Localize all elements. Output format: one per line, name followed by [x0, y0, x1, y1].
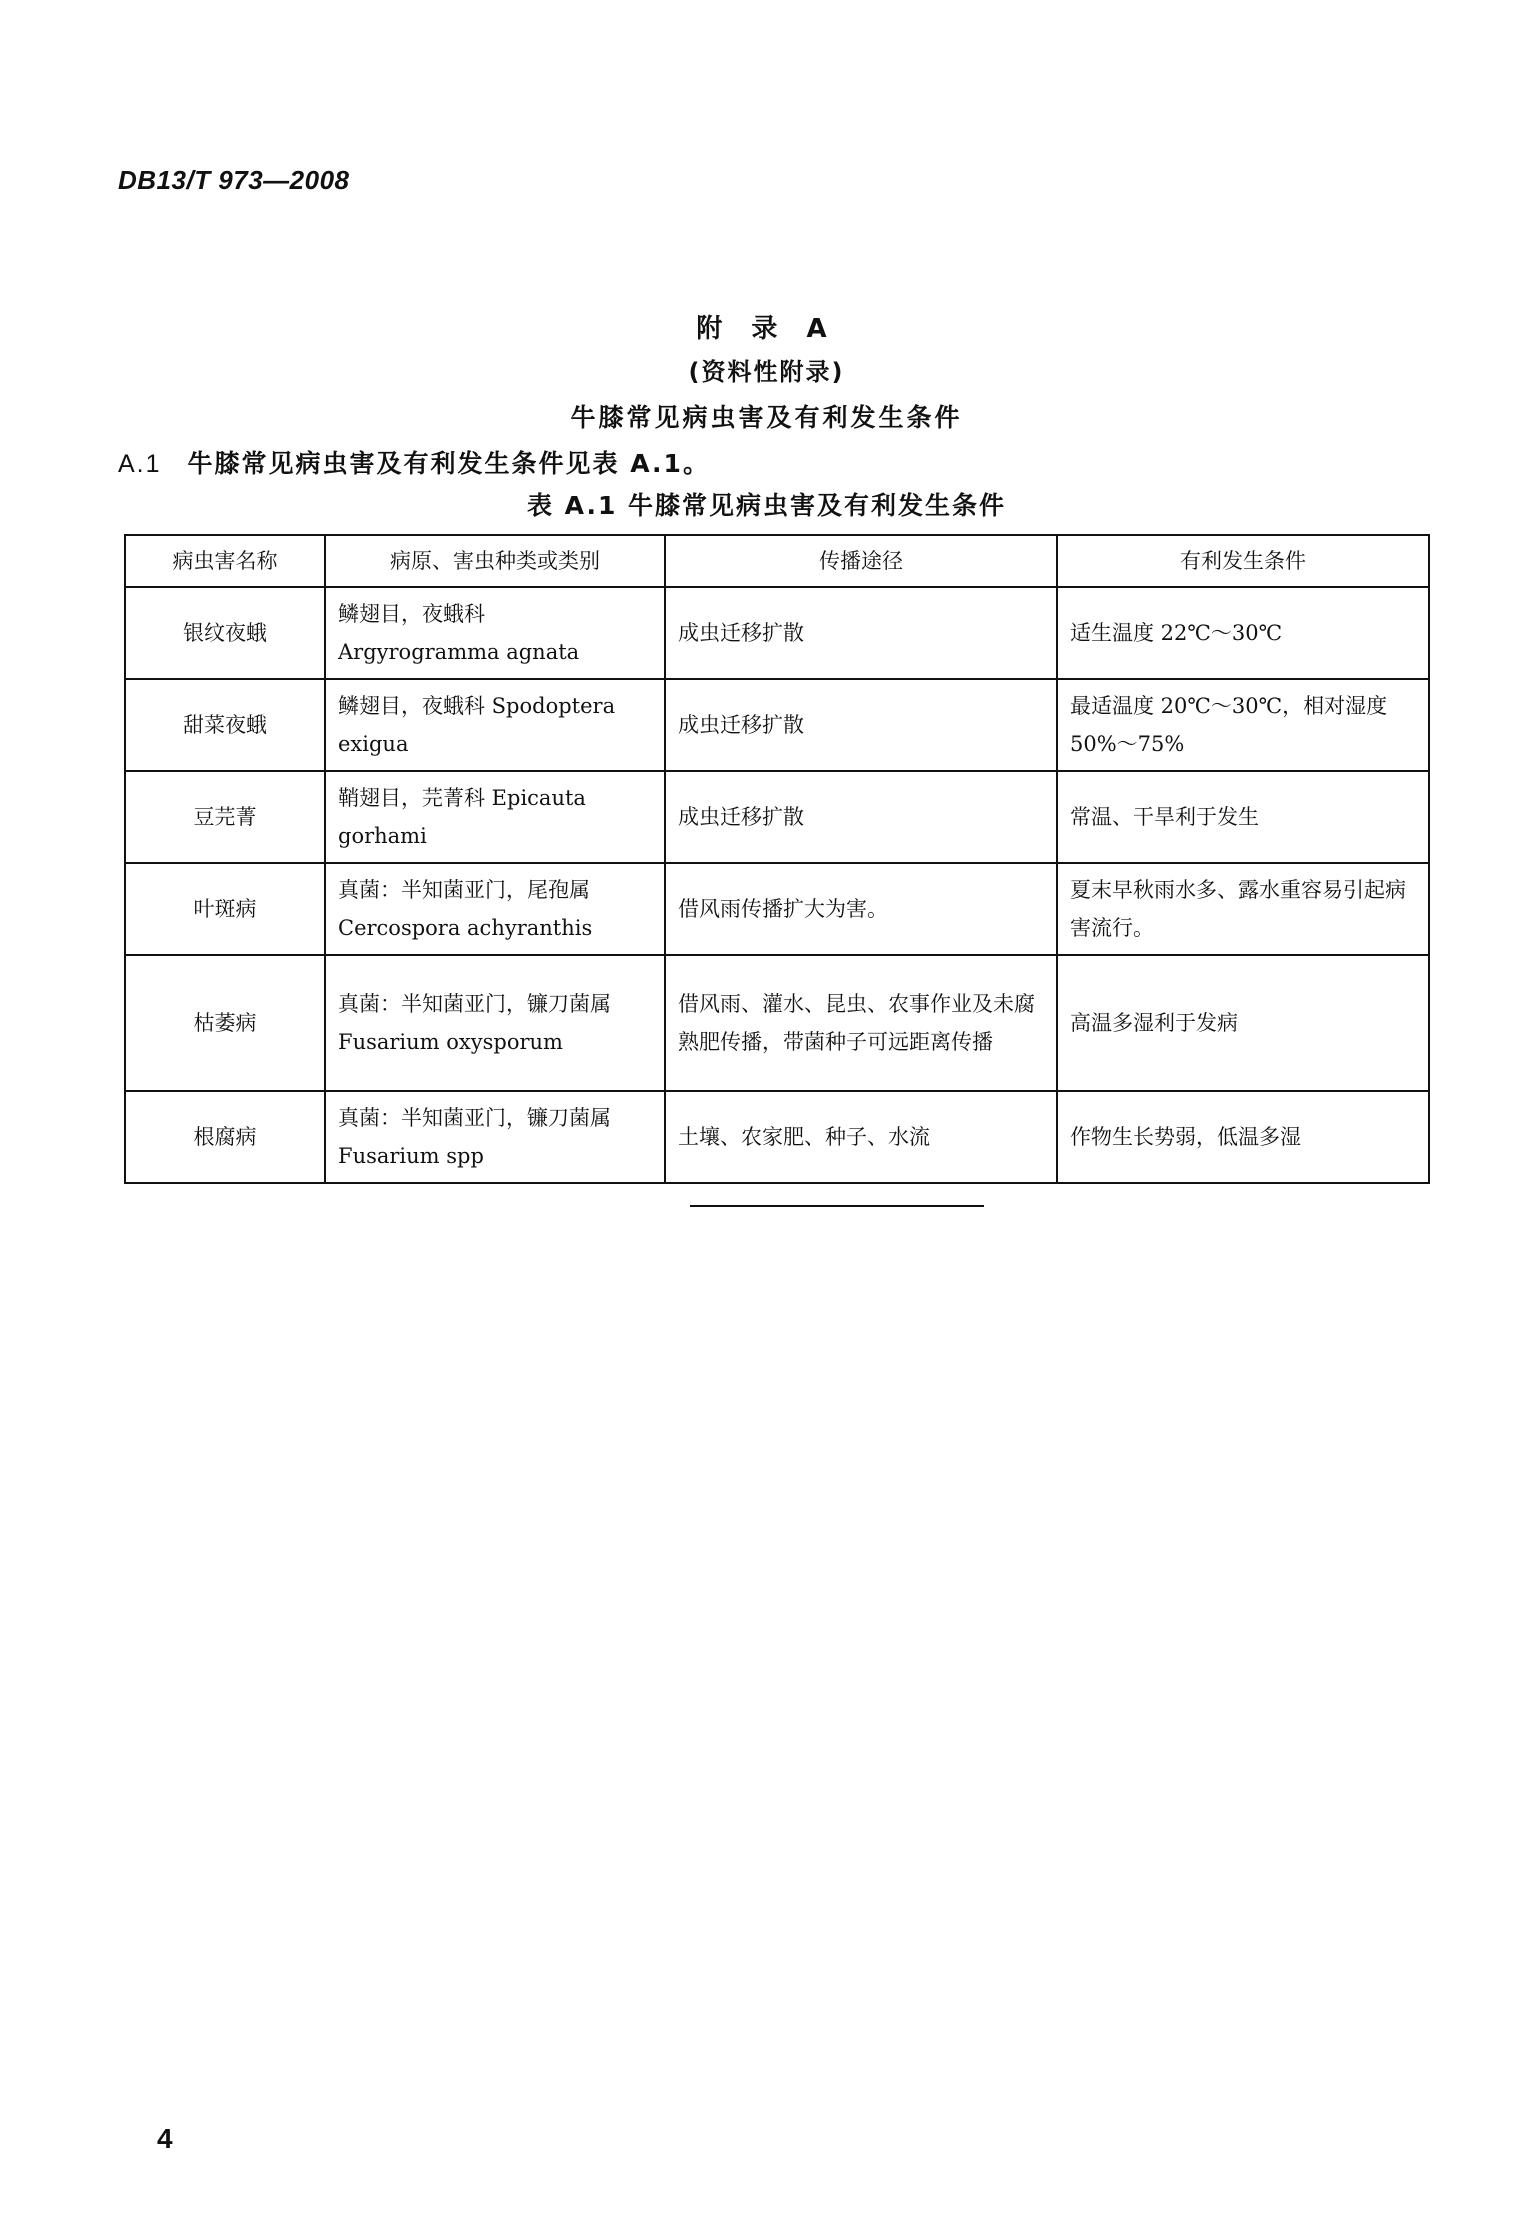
section-a1	[118, 444, 710, 480]
table-row	[125, 679, 1429, 771]
section-text: 牛膝常见病虫害及有利发生条件见表 A.1。	[187, 449, 710, 478]
pathogen-cell: 鳞翅目，夜蛾科 Argyrogramma agnata	[325, 587, 665, 679]
table-row	[125, 771, 1429, 863]
appendix-title: 附 录 A	[696, 314, 837, 344]
page-number: 4	[157, 2123, 173, 2154]
transmission-cell: 成虫迁移扩散	[665, 771, 1057, 863]
end-rule	[690, 1205, 984, 1207]
transmission-cell: 借风雨、灌水、昆虫、农事作业及未腐熟肥传播，带菌种子可远距离传播	[665, 955, 1057, 1091]
table-row	[125, 587, 1429, 679]
header-transmission: 传播途径	[665, 535, 1057, 587]
header-pest-name: 病虫害名称	[125, 535, 325, 587]
table-row	[125, 955, 1429, 1091]
table-row	[125, 1091, 1429, 1183]
pest-name-cell: 根腐病	[125, 1091, 325, 1183]
transmission-cell: 借风雨传播扩大为害。	[665, 863, 1057, 955]
table-row	[125, 863, 1429, 955]
conditions-cell: 高温多湿利于发病	[1057, 955, 1429, 1091]
pathogen-cell: 鞘翅目，芫菁科 Epicauta gorhami	[325, 771, 665, 863]
pest-name-cell: 枯萎病	[125, 955, 325, 1091]
conditions-cell: 夏末早秋雨水多、露水重容易引起病害流行。	[1057, 863, 1429, 955]
header-conditions: 有利发生条件	[1057, 535, 1429, 587]
conditions-cell: 适生温度 22℃～30℃	[1057, 587, 1429, 679]
appendix-main-title: 牛膝常见病虫害及有利发生条件	[570, 403, 963, 432]
pathogen-cell: 鳞翅目，夜蛾科 Spodoptera exigua	[325, 679, 665, 771]
pathogen-cell: 真菌：半知菌亚门，尾孢属 Cercospora achyranthis	[325, 863, 665, 955]
transmission-cell: 土壤、农家肥、种子、水流	[665, 1091, 1057, 1183]
pest-table	[124, 534, 1430, 1184]
conditions-cell: 作物生长势弱，低温多湿	[1057, 1091, 1429, 1183]
table-caption: 表 A.1 牛膝常见病虫害及有利发生条件	[526, 491, 1007, 520]
pest-name-cell: 豆芫菁	[125, 771, 325, 863]
appendix-subtitle: (资料性附录)	[688, 358, 845, 386]
section-number: A.1	[118, 450, 162, 478]
table-header-row	[125, 535, 1429, 587]
pest-name-cell: 叶斑病	[125, 863, 325, 955]
transmission-cell: 成虫迁移扩散	[665, 587, 1057, 679]
pest-name-cell: 甜菜夜蛾	[125, 679, 325, 771]
document-code: DB13/T 973—2008	[118, 165, 350, 195]
conditions-cell: 常温、干旱利于发生	[1057, 771, 1429, 863]
conditions-cell: 最适温度 20℃～30℃，相对湿度 50%～75%	[1057, 679, 1429, 771]
header-pathogen-type: 病原、害虫种类或类别	[325, 535, 665, 587]
pathogen-cell: 真菌：半知菌亚门，镰刀菌属 Fusarium spp	[325, 1091, 665, 1183]
transmission-cell: 成虫迁移扩散	[665, 679, 1057, 771]
pathogen-cell: 真菌：半知菌亚门，镰刀菌属 Fusarium oxysporum	[325, 955, 665, 1091]
pest-name-cell: 银纹夜蛾	[125, 587, 325, 679]
